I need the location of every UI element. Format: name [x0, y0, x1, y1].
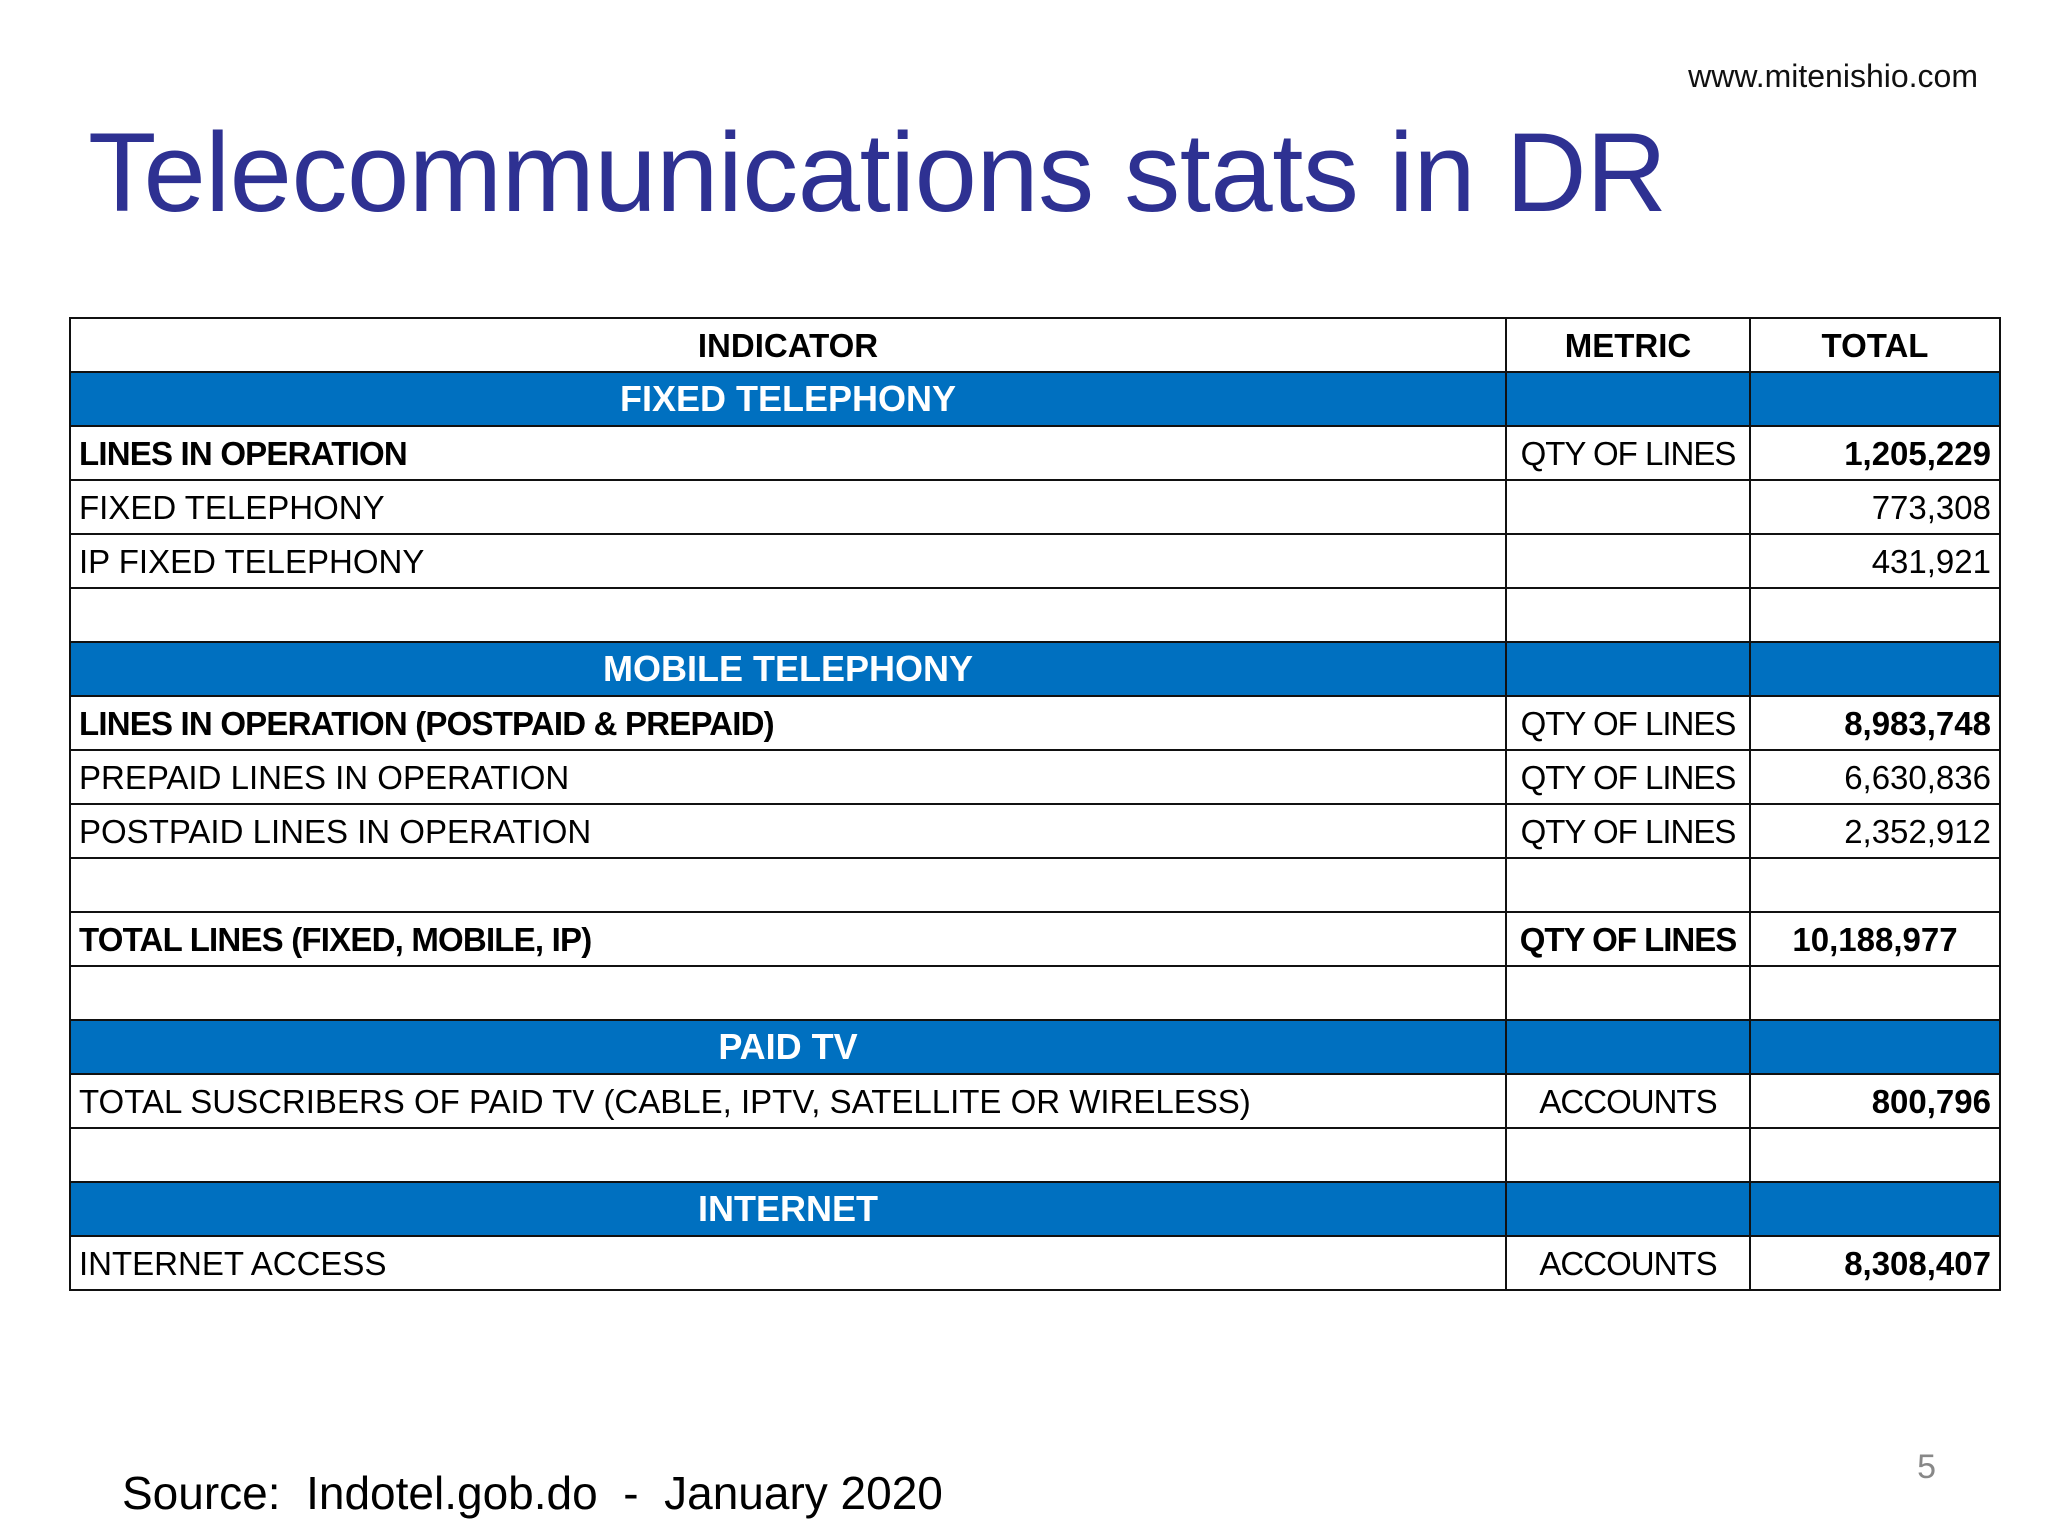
metric-cell: QTY OF LINES: [1506, 912, 1750, 966]
indicator-cell: LINES IN OPERATION (POSTPAID & PREPAID): [70, 696, 1506, 750]
indicator-cell: TOTAL SUSCRIBERS OF PAID TV (CABLE, IPTV, SATELLITE OR WIRELESS): [70, 1074, 1506, 1128]
metric-cell: ACCOUNTS: [1506, 1074, 1750, 1128]
total-cell: 10,188,977: [1750, 912, 2000, 966]
section-header-internet: [70, 1182, 2000, 1236]
empty-cell: [1506, 966, 1750, 1020]
section-header-mobile: [70, 642, 2000, 696]
empty-cell: [1506, 642, 1750, 696]
empty-cell: [1506, 372, 1750, 426]
column-header-total: TOTAL: [1750, 318, 2000, 372]
column-header-metric: METRIC: [1506, 318, 1750, 372]
empty-cell: [1750, 966, 2000, 1020]
table-row-total: [70, 912, 2000, 966]
empty-cell: [1506, 1128, 1750, 1182]
empty-cell: [70, 966, 1506, 1020]
empty-cell: [70, 1128, 1506, 1182]
page-title: Telecommunications stats in DR: [88, 110, 1667, 235]
metric-cell: [1506, 534, 1750, 588]
empty-cell: [1506, 588, 1750, 642]
section-header-fixed: [70, 372, 2000, 426]
empty-cell: [1750, 588, 2000, 642]
empty-cell: [1750, 1182, 2000, 1236]
metric-cell: [1506, 480, 1750, 534]
section-label: INTERNET: [70, 1182, 1506, 1236]
total-cell: 2,352,912: [1750, 804, 2000, 858]
source-citation: Source: Indotel.gob.do - January 2020: [122, 1467, 943, 1519]
empty-cell: [1506, 1020, 1750, 1074]
indicator-cell: TOTAL LINES (FIXED, MOBILE, IP): [70, 912, 1506, 966]
spacer-row: [70, 588, 2000, 642]
table-row: [70, 1074, 2000, 1128]
indicator-cell: INTERNET ACCESS: [70, 1236, 1506, 1290]
spacer-row: [70, 858, 2000, 912]
total-cell: 1,205,229: [1750, 426, 2000, 480]
empty-cell: [1506, 1182, 1750, 1236]
site-url: www.mitenishio.com: [1688, 58, 1978, 94]
column-header-indicator: INDICATOR: [70, 318, 1506, 372]
total-cell: 773,308: [1750, 480, 2000, 534]
table-row: [70, 750, 2000, 804]
empty-cell: [70, 858, 1506, 912]
indicator-cell: POSTPAID LINES IN OPERATION: [70, 804, 1506, 858]
section-label: MOBILE TELEPHONY: [70, 642, 1506, 696]
metric-cell: QTY OF LINES: [1506, 750, 1750, 804]
total-cell: 431,921: [1750, 534, 2000, 588]
section-label: PAID TV: [70, 1020, 1506, 1074]
table-row: [70, 1236, 2000, 1290]
total-cell: 8,308,407: [1750, 1236, 2000, 1290]
indicator-cell: IP FIXED TELEPHONY: [70, 534, 1506, 588]
total-cell: 6,630,836: [1750, 750, 2000, 804]
section-label: FIXED TELEPHONY: [70, 372, 1506, 426]
table-row: [70, 804, 2000, 858]
metric-cell: QTY OF LINES: [1506, 426, 1750, 480]
telecom-stats-table: [69, 317, 2001, 1291]
empty-cell: [70, 588, 1506, 642]
section-header-paid-tv: [70, 1020, 2000, 1074]
table-header-row: [70, 318, 2000, 372]
metric-cell: QTY OF LINES: [1506, 804, 1750, 858]
empty-cell: [1750, 642, 2000, 696]
empty-cell: [1750, 1128, 2000, 1182]
metric-cell: ACCOUNTS: [1506, 1236, 1750, 1290]
empty-cell: [1750, 372, 2000, 426]
total-cell: 8,983,748: [1750, 696, 2000, 750]
indicator-cell: PREPAID LINES IN OPERATION: [70, 750, 1506, 804]
total-cell: 800,796: [1750, 1074, 2000, 1128]
indicator-cell: LINES IN OPERATION: [70, 426, 1506, 480]
table-row: [70, 696, 2000, 750]
spacer-row: [70, 966, 2000, 1020]
empty-cell: [1750, 1020, 2000, 1074]
table-row: [70, 426, 2000, 480]
indicator-cell: FIXED TELEPHONY: [70, 480, 1506, 534]
table-row: [70, 534, 2000, 588]
table-row: [70, 480, 2000, 534]
empty-cell: [1506, 858, 1750, 912]
metric-cell: QTY OF LINES: [1506, 696, 1750, 750]
page-number: 5: [1917, 1448, 1936, 1486]
spacer-row: [70, 1128, 2000, 1182]
empty-cell: [1750, 858, 2000, 912]
